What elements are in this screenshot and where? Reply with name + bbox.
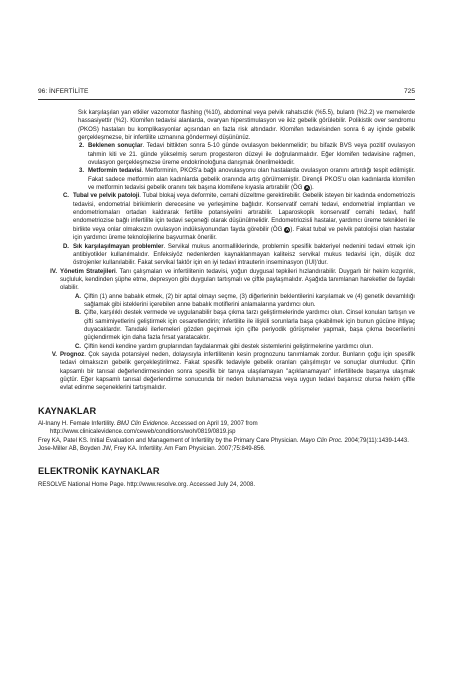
- item-text: [73, 192, 415, 242]
- item-title: Yönetim Stratejileri: [60, 268, 116, 275]
- page-body: [38, 109, 415, 489]
- item-body: . Çok sayıda potansiyel neden, dolayısıyla infertilitenin kesin prognozunu tanımlamak zordur. Bunların çoğu için spesifik tedavi olmaksızın gebelik gerçekleştirilmez. Fakat spesifik tedaviyle gebelik oranları çalışılmıştır ve sonuçlar olumludur. Çiftin kapsamlı bir tanısal değerlendirmesinden sonra spesifik bir tanıya ulaşılamayan "açıklanamayan" infertilitede başarıya ulaşmak güçtür. Eğer kapsamlı tanısal değerlendirme sonucunda bir neden bulunamazsa veya uygun tedavi başarısız olursa hekim çiftle evlat edinme seçeneklerini tartışmalıdır.: [60, 351, 415, 392]
- item-text: [60, 351, 415, 393]
- item-letter: A.: [74, 293, 81, 300]
- item-iv-a: [38, 293, 415, 310]
- item-c-tubal-pelvic: [38, 192, 415, 242]
- ref-journal: BMJ Clin Evidence.: [116, 421, 170, 428]
- item-text: [73, 243, 415, 268]
- item-text: [60, 268, 415, 293]
- evidence-grade-badge: A: [285, 226, 290, 232]
- item-text: Çifte, karşılıklı destek vermede ve uygulanabilir başa çıkma tarzı geliştirmelerinde yardımcı olun. Cinsel konuları tartışın ve çifti samimiyetlerini geliştirmek için cesaretlendirin; infertilite ile ilişkili sorunlarla başa çıkabilmek için bunun gücüne ihtiyaç duyacaklardır. Tanıdaki ilerlemeleri gözden geçirmek için çifte periyodik görüşmeler yapmak, başa çıkma becerilerini güçlendirmek için daha fazla fırsat yaratacaktır.: [84, 310, 415, 342]
- page-header: [38, 88, 415, 98]
- ref-text: Accessed on April 19, 2007 from http://www.clinicalevidence.com/ceweb/conditions/woh/0819/0819.jsp: [50, 421, 258, 436]
- item-roman: IV.: [50, 268, 57, 275]
- item-title: Metformin tedavisi: [88, 168, 142, 175]
- item-title: Beklenen sonuçlar: [88, 143, 143, 150]
- ref-journal: Mayo Clin Proc.: [300, 437, 343, 444]
- references-heading: KAYNAKLAR: [38, 405, 97, 416]
- item-letter: C.: [62, 193, 69, 200]
- header-rule: [38, 99, 415, 100]
- running-head: 96: İNFERTİLİTE: [38, 88, 89, 95]
- item-iv-management: [38, 268, 415, 293]
- item-2-expected-results: [38, 142, 415, 167]
- item-body: . Tanı çalışmaları ve infertilitenin tedavisi, yoğun duygusal tepkileri hızlandırabilir. Duygarlı bir hekim kızgınlık, suçluluk, kendinden şüphe etme, depresyon gibi duyguları tartışmalı ve çiftle paylaşmalıdır. Aşağıda tanımlanan hareketler de faydalı olabilir.: [60, 268, 415, 292]
- item-title: Sık karşılaşılmayan problemler: [73, 243, 164, 250]
- item-3-metformin: [38, 167, 415, 192]
- item-text: [88, 142, 415, 167]
- item-letter: D.: [62, 243, 69, 250]
- item-body: . Servikal mukus anormalliklerinde, problemin spesifik bakteriyel nedenini tedavi etmek için antibiyotikler kullanılmalıdır. Enfeksiyöz nedenlerden kaynaklanmayan kaliteisz servikal mukus tedavisi için, düşük doz östrojenler kullanılabilir. Fakat servikal faktör için en iyi tedavi intrauterin inseminasyon (IUI)'dur.: [73, 243, 415, 267]
- item-v-prognosis: [38, 351, 415, 393]
- ref-text: Frey KA, Patel KS. Initial Evaluation and Management of Infertility by the Primary Care Physician.: [38, 437, 301, 444]
- item-body: . Tedavi bittikten sonra 5-10 günde ovulasyon beklenmelidir; bu bifazik BVS veya pozitif ovulasyon tahmin kiti ve 21. günde yükselmiş serum progesteron düzeyi ile doğrulanmalıdır. Eğer klomifen tedavisine rağmen, ovulasyon gerçekleşmezse üreme endokrinoloğuna danışmak önerilmektedir.: [88, 143, 415, 167]
- item-body: . Metforminin, PKOS'a bağlı anovulasyonu olan hastalarda ovulasyon oranını artırdığı tespit edilmiştir. Fakat sadece metformin alan kadınlarda gebelik oranında artış görülmemiştir. Dirençli PKOS'u olan kadınlarda klomifen ve metformin tedavisi gebelik oranını tek başına klomifene kıyasla artırabilir (ÖG: [88, 168, 415, 192]
- item-number: 2.: [78, 143, 84, 150]
- item-title: Tubal ve pelvik patoloji: [73, 193, 140, 200]
- item-body-end: ).: [310, 185, 314, 192]
- item-body-end: ). Fakat tubal ve pelvik patolojisi olan hastalar için yardımcı üreme teknolojilerine başvurmak önerilir.: [73, 226, 415, 242]
- item-title: Prognoz: [60, 351, 85, 358]
- item-text: [88, 167, 415, 192]
- item-d-rare-problems: [38, 243, 415, 268]
- reference-item: Jose-Miller AB, Boyden JW, Frey KA. Infertility. Am Fam Physician. 2007;75:849-856.: [38, 446, 266, 453]
- intro-paragraph: Sık karşılaşılan yan etkiler vazomotor flashing (%10), abdominal veya pelvik rahatsızlık (%5.5), bulantı (%2.2) ve memelerde hassasiyettir (%2). Klomifen tedavisi alanlarda, ovaryan hiperstimulasyon ve ikiz gebelik görülebilir. Polikistik over sendromu (PKOS) hastaları bu komplikasyonlar açısından en fazla risk altındadır. Klomifen tedavisinden sonra 6 ay içinde gebelik gerçekleşmezse, bir infertilite uzmanına göndermeyi düşününüz.: [78, 110, 415, 142]
- reference-item: RESOLVE National Home Page. http://www.resolve.org. Accessed July 24, 2008.: [38, 481, 256, 488]
- ref-text: Al-Inany H. Female Infertility.: [38, 421, 117, 428]
- item-text: Çiftin kendi kendine yardım gruplarından faydalanmak gibi destek sistemlerini geliştirmelerine yardımcı olun.: [84, 343, 374, 350]
- page-number: 725: [403, 88, 415, 95]
- reference-item: [38, 437, 415, 445]
- item-body: . Tubal blokaj veya deformite, cerrahi düzeltme gerektirebilir. Gebelik isteyen bir kadında endometriozis tedavisi, endometrial birikimlerin derecesine ve yerleşimine bağlıdır. Konservatif cerrahi tedavi, endometrial implantları ve endometriomaları ortadan kaldırarak fertilite potansiyelini artırabilir. Laparoskopik konservatif cerrahi tedavi, hafif endometriozise bağlı infertilite için tedavi seçeneği olarak düşünülmelidir. Endometriozisli hastalar, yardımcı üreme teknikleri ile birlikte veya onlar olmaksızın ovulasyon indüksiyonundan fayda görebilir (ÖG: [73, 193, 415, 233]
- item-roman: V.: [51, 351, 57, 358]
- item-letter: C.: [74, 343, 81, 350]
- evidence-grade-badge: A: [305, 185, 309, 191]
- item-letter: B.: [74, 310, 81, 317]
- reference-item: [38, 420, 415, 437]
- ref-text: 2004;79(11):1439-1443.: [342, 437, 409, 444]
- item-number: 3.: [78, 168, 84, 175]
- item-iv-b: [38, 309, 415, 342]
- item-iv-c: [38, 343, 415, 351]
- electronic-references-heading: ELEKTRONİK KAYNAKLAR: [38, 466, 160, 477]
- item-text: Çiftin (1) anne babalık etmek, (2) bir aptal olmayı seçme, (3) diğerlerinin beklentilerini karşılamak ve (4) genetik devamlılığı sağlamak gibi isteklerini içerebilen anne babalık motiflerini anlamalarına yardımcı olun.: [84, 293, 415, 308]
